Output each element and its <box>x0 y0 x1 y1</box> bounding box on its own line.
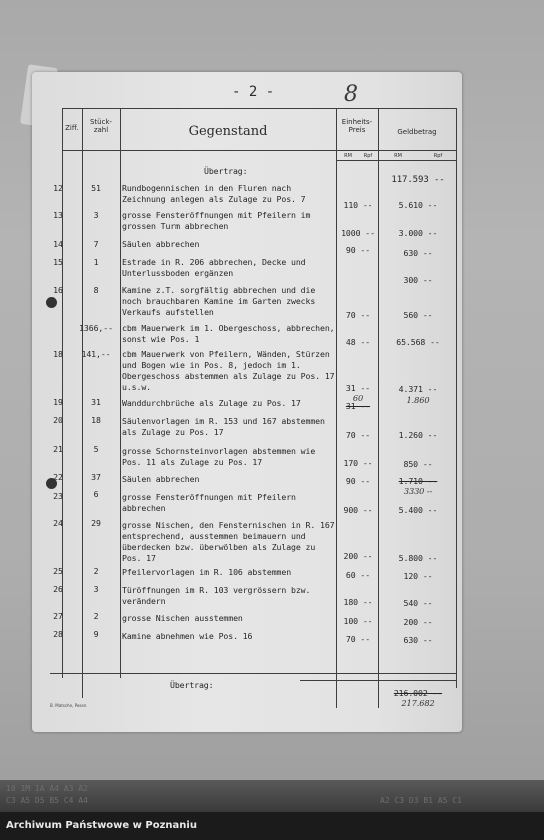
row-stueckzahl: 29 <box>91 518 101 528</box>
table-rule <box>120 108 121 678</box>
row-ziffer: 12 <box>53 183 63 193</box>
row-stueckzahl: 5 <box>93 444 99 454</box>
row-gegenstand: Kamine abnehmen wie Pos. 16 <box>122 631 253 641</box>
row-geldbetrag: 3.000 -- <box>398 228 438 238</box>
row-ziffer: 28 <box>53 629 63 639</box>
row-einheitspreis: 60 <box>352 393 364 403</box>
row-stueckzahl: 6 <box>93 489 99 499</box>
row-stueckzahl: 51 <box>91 183 101 193</box>
row-gegenstand: Pfeilervorlagen im R. 106 abstemmen <box>122 567 292 577</box>
row-stueckzahl: 1366,-- <box>79 323 113 333</box>
table-rule <box>336 108 337 708</box>
row-geldbetrag: 540 -- <box>403 598 433 608</box>
row-gegenstand: Säulen abbrechen <box>122 239 200 249</box>
table-rule <box>336 160 456 161</box>
table-rule <box>300 680 456 681</box>
row-ziffer: 27 <box>53 611 63 621</box>
row-einheitspreis: 48 -- <box>345 337 371 347</box>
handwritten-page-number: 8 <box>344 82 358 107</box>
row-geldbetrag: 5.610 -- <box>398 200 438 210</box>
row-einheitspreis: 1000 -- <box>341 228 375 238</box>
row-stueckzahl: 2 <box>93 611 99 621</box>
row-gegenstand: cbm Mauerwerk von Pfeilern, Wänden, Stürzen und Bogen wie in Pos. 8, jedoch im 1. Obergeschoss abstemmen als Zulage zu Pos. 17 u.s.w. <box>122 349 335 392</box>
printer-stamp: B. Matsche, Posen <box>50 703 87 708</box>
page-number: - 2 - <box>232 84 275 100</box>
table-rule <box>62 150 456 151</box>
row-einheitspreis: 180 -- <box>343 597 373 607</box>
header-rpf: Rpf <box>433 153 443 159</box>
row-einheitspreis: 60 -- <box>345 570 371 580</box>
table-rule <box>456 108 457 688</box>
row-stueckzahl: 3 <box>93 584 99 594</box>
row-ziffer: 26 <box>53 584 63 594</box>
row-gegenstand: Estrade in R. 206 abbrechen, Decke und Unterlussboden ergänzen <box>122 257 306 278</box>
header-rm: RM <box>344 153 352 159</box>
row-einheitspreis: 70 -- <box>345 310 371 320</box>
row-einheitspreis: 110 -- <box>343 200 373 210</box>
row-gegenstand: cbm Mauerwerk im 1. Obergeschoss, abbrechen, sonst wie Pos. 1 <box>122 323 335 344</box>
row-geldbetrag: 65.568 -- <box>396 337 440 347</box>
row-ziffer: 15 <box>53 257 63 267</box>
row-gegenstand: grosse Schornsteinvorlagen abstemmen wie Pos. 11 als Zulage zu Pos. 17 <box>122 446 316 467</box>
row-ziffer: 25 <box>53 566 63 576</box>
row-stueckzahl: 37 <box>91 472 101 482</box>
row-gegenstand: grosse Nischen ausstemmen <box>122 613 243 623</box>
row-ziffer: 20 <box>53 415 63 425</box>
row-ziffer: 13 <box>53 210 63 220</box>
row-ziffer: 18 <box>53 349 63 359</box>
header-rm: RM <box>394 153 402 159</box>
row-ziffer: 22 <box>53 472 63 482</box>
row-einheitspreis: 900 -- <box>343 505 373 515</box>
header-geldbetrag: Geldbetrag <box>397 128 437 136</box>
row-stueckzahl: 2 <box>93 566 99 576</box>
header-ziffer: Ziff. <box>65 124 79 132</box>
row-einheitspreis: 170 -- <box>343 458 373 468</box>
row-ziffer: 16 <box>53 285 63 295</box>
row-einheitspreis: 70 -- <box>345 430 371 440</box>
row-ziffer: 19 <box>53 397 63 407</box>
row-stueckzahl: 18 <box>91 415 101 425</box>
row-stueckzahl: 141,-- <box>81 349 111 359</box>
row-geldbetrag: 630 -- <box>403 248 433 258</box>
row-einheitspreis: 200 -- <box>343 551 373 561</box>
header-gegenstand: Gegenstand <box>188 124 268 139</box>
row-stueckzahl: 3 <box>93 210 99 220</box>
row-gegenstand: Kamine z.T. sorgfältig abbrechen und die noch brauchbaren Kamine im Garten zwecks Verkaufs aufstellen <box>122 285 316 317</box>
row-einheitspreis: 70 -- <box>345 634 371 644</box>
film-strip: 10 1M 1A A4 A3 A2 C3 A5 D5 B5 C4 A4 A2 C3 D3 B1 A5 C1 <box>0 780 544 812</box>
row-stueckzahl: 7 <box>93 239 99 249</box>
row-geldbetrag: 850 -- <box>403 459 433 469</box>
uebertrag-bottom-label: Übertrag: <box>170 680 214 690</box>
row-geldbetrag: 560 -- <box>403 310 433 320</box>
row-geldbetrag: 4.371 -- <box>398 384 438 394</box>
header-stueckzahl: Stück- zahl <box>89 118 113 134</box>
row-einheitspreis: 31 -- <box>345 383 371 393</box>
row-einheitspreis: 100 -- <box>343 616 373 626</box>
row-gegenstand: grosse Nischen, den Fensternischen in R. 167 entsprechend, ausstemmen beimauern und überdecken bzw. überwölben als Zulage zu Pos. 17 <box>122 520 335 563</box>
row-ziffer: 23 <box>53 491 63 501</box>
row-ziffer: 24 <box>53 518 63 528</box>
row-geldbetrag: 1.860 <box>406 395 430 405</box>
row-gegenstand: grosse Fensteröffnungen mit Pfeilern im grossen Turm abbrechen <box>122 210 311 231</box>
row-geldbetrag: 120 -- <box>403 571 433 581</box>
row-stueckzahl: 9 <box>93 629 99 639</box>
table-rule <box>378 108 379 708</box>
row-geldbetrag: 5.400 -- <box>398 505 438 515</box>
row-geldbetrag: 1.260 -- <box>398 430 438 440</box>
row-geldbetrag-struck: 1.710 -- <box>398 476 438 486</box>
row-einheitspreis-struck: 31 -- <box>345 401 371 411</box>
row-geldbetrag: 200 -- <box>403 617 433 627</box>
table-rule <box>50 673 456 674</box>
row-ziffer: 21 <box>53 444 63 454</box>
row-geldbetrag: 630 -- <box>403 635 433 645</box>
row-geldbetrag-correction: 3330 -- <box>403 486 433 496</box>
header-einheitspreis: Einheits- Preis <box>341 118 373 134</box>
row-gegenstand: Wanddurchbrüche als Zulage zu Pos. 17 <box>122 398 301 408</box>
header-rpf: Rpf <box>363 153 373 159</box>
uebertrag-amount: 117.593 -- <box>391 175 445 185</box>
uebertrag-bottom-handwritten: 217.682 <box>401 698 435 708</box>
row-ziffer: 14 <box>53 239 63 249</box>
row-gegenstand: Rundbogennischen in den Fluren nach Zeichnung anlegen als Zulage zu Pos. 7 <box>122 183 306 204</box>
row-einheitspreis: 90 -- <box>345 245 371 255</box>
archive-footer: Archiwum Państwowe w Poznaniu <box>0 812 544 840</box>
uebertrag-label: Übertrag: <box>204 166 248 176</box>
table-rule <box>62 108 456 109</box>
row-stueckzahl: 31 <box>91 397 101 407</box>
punch-hole <box>46 297 57 308</box>
row-gegenstand: Türöffnungen im R. 103 vergrössern bzw. verändern <box>122 585 311 606</box>
row-geldbetrag: 300 -- <box>403 275 433 285</box>
row-einheitspreis: 90 -- <box>345 476 371 486</box>
row-gegenstand: Säulen abbrechen <box>122 474 200 484</box>
row-gegenstand: grosse Fensteröffnungen mit Pfeilern abbrechen <box>122 492 296 513</box>
row-gegenstand: Säulenvorlagen im R. 153 und 167 abstemmen als Zulage zu Pos. 17 <box>122 416 325 437</box>
row-stueckzahl: 1 <box>93 257 99 267</box>
row-stueckzahl: 8 <box>93 285 99 295</box>
uebertrag-bottom-amount: 216.002 -- <box>393 688 443 698</box>
row-geldbetrag: 5.800 -- <box>398 553 438 563</box>
